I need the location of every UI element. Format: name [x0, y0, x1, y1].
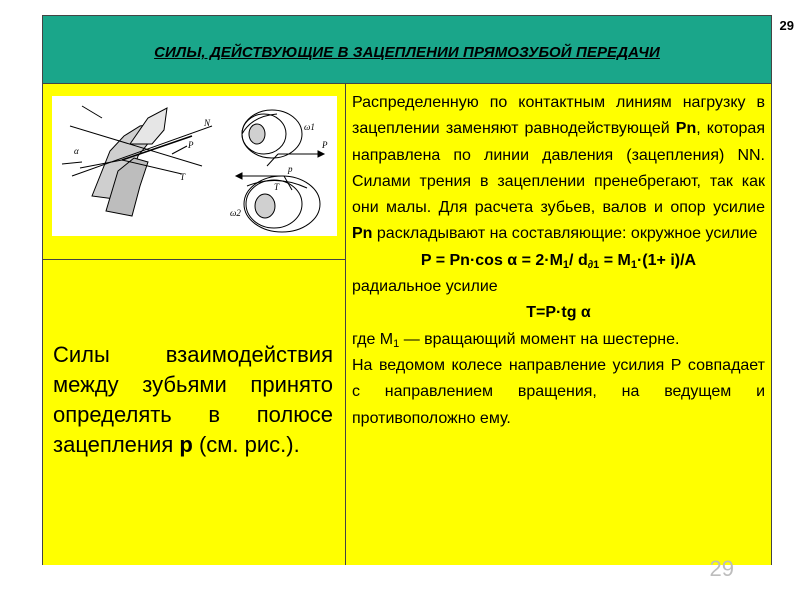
forces-statement: Силы взаимодействия между зубьями принято определять в полюсе зацепления р (см. рис.).	[53, 342, 333, 457]
label-omega2: ω2	[230, 208, 241, 218]
radial-label: радиальное усилие	[352, 278, 498, 296]
gear-forces-figure	[52, 96, 337, 236]
page-number-top: 29	[779, 18, 794, 33]
page-number-bottom: 29	[709, 556, 734, 581]
label-alpha: α	[74, 146, 79, 156]
label-p-right-top: P	[322, 140, 328, 150]
pole-letter: р	[179, 432, 193, 457]
label-p-left: P	[188, 140, 194, 150]
label-t-left: T	[180, 172, 186, 182]
label-omega1: ω1	[304, 122, 315, 132]
formula-radial: T=P·tg α	[526, 304, 591, 322]
label-n-top: N	[204, 118, 211, 128]
label-pole-p: p	[288, 164, 293, 174]
paragraph-direction: На ведомом колесе направление усилия Р совпадает с направлением вращения, на ведущем и противоположно ему.	[352, 356, 765, 427]
statement-cell	[43, 260, 346, 565]
formula-circumferential: P = Pn·cos $\alpha = 2\cdot M_1/$ $d_{\partial 1} = M_1\cdot(1+ i)/A$	[420, 251, 697, 271]
header-cell	[43, 16, 771, 84]
where-definition: где $М_1$ — вращающий момент на шестерне.	[352, 330, 680, 350]
figure-cell	[43, 84, 346, 260]
label-t-right: T	[274, 182, 280, 192]
gear-mesh-diagram	[52, 96, 337, 236]
slide-table	[42, 15, 772, 565]
paragraph-load: Распределенную по контактным линиям нагрузку в зацеплении заменяют равнодействующей Рn, которая направлена по линии давления (зацепления) NN. Силами трения в зацеплении пренебрегают, так как они малы. Для расчета зубьев, валов и опор усилие Рn раскладывают на составляющие: окружное усилие	[352, 94, 765, 243]
explanation-cell	[346, 84, 771, 565]
explanation-text	[352, 90, 765, 432]
slide-title: СИЛЫ, ДЕЙСТВУЮЩИЕ В ЗАЦЕПЛЕНИИ ПРЯМОЗУБОЙ ПЕРЕДАЧИ	[154, 44, 660, 61]
